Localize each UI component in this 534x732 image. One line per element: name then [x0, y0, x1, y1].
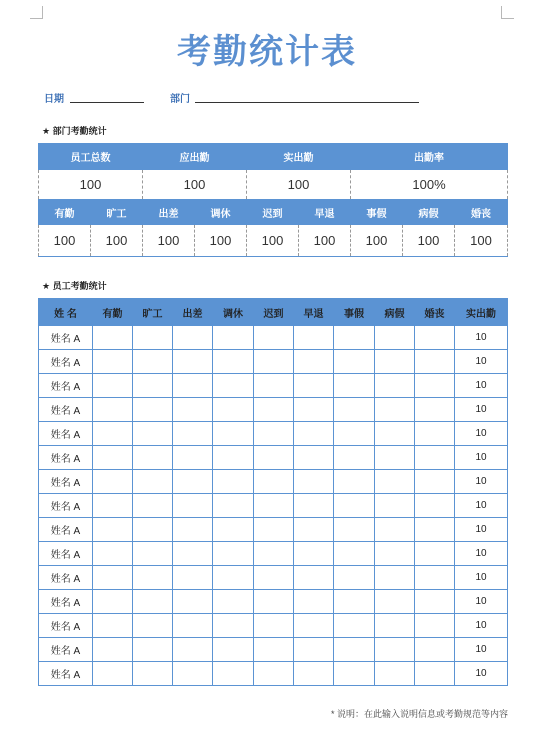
attendance-cell[interactable]: [294, 662, 334, 686]
attendance-cell[interactable]: [213, 326, 254, 350]
dept-sub-value-row: [39, 225, 508, 257]
value-cell[interactable]: 100: [403, 225, 455, 257]
header-cell: 应出勤: [143, 144, 247, 170]
attendance-cell[interactable]: [415, 518, 455, 542]
employee-name-cell[interactable]: 姓名 A: [39, 470, 93, 494]
value-cell[interactable]: 100: [195, 225, 247, 257]
attendance-cell[interactable]: [415, 446, 455, 470]
attendance-cell[interactable]: [254, 398, 294, 422]
attendance-cell[interactable]: [133, 446, 173, 470]
employee-name-cell[interactable]: 姓名 A: [39, 542, 93, 566]
attendance-cell[interactable]: [133, 326, 173, 350]
attendance-cell[interactable]: [294, 566, 334, 590]
actual-attendance-cell[interactable]: 10: [455, 398, 508, 422]
table-row: [39, 470, 508, 494]
table-row: [39, 638, 508, 662]
emp-header-row: [39, 299, 508, 326]
attendance-cell[interactable]: [213, 566, 254, 590]
attendance-cell[interactable]: [334, 446, 375, 470]
employee-name-cell[interactable]: 姓名 A: [39, 638, 93, 662]
header-cell: 有勤: [93, 299, 133, 326]
dept-label: 部门: [170, 94, 190, 105]
employee-name-cell[interactable]: 姓名 A: [39, 374, 93, 398]
attendance-cell[interactable]: [254, 446, 294, 470]
attendance-cell[interactable]: [375, 614, 415, 638]
employee-table: [38, 298, 508, 686]
attendance-cell[interactable]: [133, 566, 173, 590]
attendance-cell[interactable]: [294, 542, 334, 566]
attendance-cell[interactable]: [133, 638, 173, 662]
attendance-cell[interactable]: [213, 422, 254, 446]
attendance-cell[interactable]: [334, 470, 375, 494]
value-cell[interactable]: 100: [39, 225, 91, 257]
attendance-cell[interactable]: [173, 446, 213, 470]
attendance-cell[interactable]: [93, 662, 133, 686]
actual-attendance-cell[interactable]: 10: [455, 638, 508, 662]
attendance-cell[interactable]: [254, 494, 294, 518]
attendance-cell[interactable]: [133, 662, 173, 686]
attendance-cell[interactable]: [93, 422, 133, 446]
header-cell: 婚丧: [455, 200, 508, 225]
attendance-cell[interactable]: [93, 374, 133, 398]
attendance-cell[interactable]: [334, 590, 375, 614]
attendance-cell[interactable]: [254, 374, 294, 398]
attendance-cell[interactable]: [415, 542, 455, 566]
attendance-cell[interactable]: [294, 422, 334, 446]
emp-section-heading: ★ 员工考勤统计: [42, 281, 107, 291]
attendance-cell[interactable]: [213, 614, 254, 638]
attendance-cell[interactable]: [173, 422, 213, 446]
actual-attendance-cell[interactable]: 10: [455, 518, 508, 542]
attendance-cell[interactable]: [213, 518, 254, 542]
attendance-cell[interactable]: [334, 374, 375, 398]
attendance-cell[interactable]: [294, 590, 334, 614]
table-row: [39, 398, 508, 422]
attendance-cell[interactable]: [375, 590, 415, 614]
page-corner-mark-right: [501, 6, 514, 19]
table-row: [39, 542, 508, 566]
header-cell: 调休: [195, 200, 247, 225]
attendance-cell[interactable]: [375, 446, 415, 470]
actual-attendance-cell[interactable]: 10: [455, 542, 508, 566]
attendance-cell[interactable]: [294, 374, 334, 398]
header-cell: 早退: [299, 200, 351, 225]
header-cell: 事假: [334, 299, 375, 326]
attendance-cell[interactable]: [375, 542, 415, 566]
actual-attendance-cell[interactable]: 10: [455, 446, 508, 470]
page-corner-mark-left: [30, 6, 43, 19]
attendance-cell[interactable]: [254, 614, 294, 638]
attendance-cell[interactable]: [415, 638, 455, 662]
attendance-cell[interactable]: [415, 350, 455, 374]
table-row: [39, 614, 508, 638]
dept-field[interactable]: [195, 102, 419, 103]
attendance-cell[interactable]: [334, 422, 375, 446]
attendance-cell[interactable]: [254, 422, 294, 446]
table-row: [39, 590, 508, 614]
attendance-cell[interactable]: [173, 566, 213, 590]
attendance-cell[interactable]: [375, 662, 415, 686]
dept-top-header-row: [39, 144, 508, 170]
attendance-cell[interactable]: [173, 374, 213, 398]
attendance-cell[interactable]: [93, 638, 133, 662]
footnote: * 说明：在此输入说明信息或考勤规范等内容: [330, 709, 508, 719]
attendance-cell[interactable]: [334, 398, 375, 422]
attendance-cell[interactable]: [173, 350, 213, 374]
attendance-cell[interactable]: [415, 494, 455, 518]
attendance-cell[interactable]: [213, 590, 254, 614]
attendance-cell[interactable]: [294, 494, 334, 518]
attendance-cell[interactable]: [133, 398, 173, 422]
attendance-cell[interactable]: [415, 470, 455, 494]
attendance-cell[interactable]: [173, 518, 213, 542]
value-cell[interactable]: 100: [299, 225, 351, 257]
attendance-cell[interactable]: [415, 566, 455, 590]
header-cell: 早退: [294, 299, 334, 326]
employee-name-cell[interactable]: 姓名 A: [39, 566, 93, 590]
table-row: [39, 422, 508, 446]
employee-name-cell[interactable]: 姓名 A: [39, 350, 93, 374]
table-row: [39, 662, 508, 686]
header-cell: 出勤率: [351, 144, 508, 170]
attendance-cell[interactable]: [334, 350, 375, 374]
header-cell: 调休: [213, 299, 254, 326]
header-cell: 迟到: [247, 200, 299, 225]
employee-name-cell[interactable]: 姓名 A: [39, 662, 93, 686]
attendance-cell[interactable]: [173, 662, 213, 686]
table-row: [39, 326, 508, 350]
attendance-cell[interactable]: [294, 446, 334, 470]
page-title: 考勤统计表: [177, 32, 357, 72]
attendance-cell[interactable]: [133, 494, 173, 518]
attendance-cell[interactable]: [334, 566, 375, 590]
header-cell: 病假: [403, 200, 455, 225]
attendance-cell[interactable]: [213, 350, 254, 374]
attendance-cell[interactable]: [415, 422, 455, 446]
attendance-cell[interactable]: [133, 542, 173, 566]
attendance-cell[interactable]: [254, 638, 294, 662]
employee-name-cell[interactable]: 姓名 A: [39, 398, 93, 422]
attendance-cell[interactable]: [294, 326, 334, 350]
header-cell: 婚丧: [415, 299, 455, 326]
actual-attendance-cell[interactable]: 10: [455, 566, 508, 590]
attendance-cell[interactable]: [173, 326, 213, 350]
attendance-cell[interactable]: [375, 638, 415, 662]
attendance-cell[interactable]: [93, 590, 133, 614]
attendance-cell[interactable]: [415, 398, 455, 422]
table-row: [39, 566, 508, 590]
attendance-cell[interactable]: [93, 614, 133, 638]
header-cell: 姓 名: [39, 299, 93, 326]
attendance-cell[interactable]: [375, 422, 415, 446]
attendance-cell[interactable]: [213, 470, 254, 494]
attendance-cell[interactable]: [294, 350, 334, 374]
attendance-cell[interactable]: [375, 494, 415, 518]
attendance-cell[interactable]: [173, 542, 213, 566]
attendance-cell[interactable]: [254, 566, 294, 590]
attendance-cell[interactable]: [254, 590, 294, 614]
attendance-cell[interactable]: [375, 374, 415, 398]
attendance-cell[interactable]: [173, 590, 213, 614]
table-row: [39, 374, 508, 398]
attendance-cell[interactable]: [213, 662, 254, 686]
table-row: [39, 494, 508, 518]
attendance-cell[interactable]: [133, 422, 173, 446]
attendance-cell[interactable]: [213, 374, 254, 398]
attendance-cell[interactable]: [294, 638, 334, 662]
attendance-cell[interactable]: [375, 326, 415, 350]
actual-attendance-cell[interactable]: 10: [455, 494, 508, 518]
attendance-cell[interactable]: [173, 494, 213, 518]
actual-attendance-cell[interactable]: 10: [455, 614, 508, 638]
attendance-cell[interactable]: [334, 326, 375, 350]
header-cell: 迟到: [254, 299, 294, 326]
attendance-cell[interactable]: [334, 638, 375, 662]
attendance-cell[interactable]: [375, 518, 415, 542]
value-cell[interactable]: 100: [455, 225, 508, 257]
actual-attendance-cell[interactable]: 10: [455, 470, 508, 494]
attendance-cell[interactable]: [334, 662, 375, 686]
attendance-cell[interactable]: [415, 662, 455, 686]
attendance-cell[interactable]: [213, 638, 254, 662]
attendance-cell[interactable]: [294, 398, 334, 422]
actual-attendance-cell[interactable]: 10: [455, 422, 508, 446]
value-cell[interactable]: 100%: [351, 170, 508, 200]
employee-name-cell[interactable]: 姓名 A: [39, 446, 93, 470]
date-field[interactable]: [70, 102, 144, 103]
header-cell: 有勤: [39, 200, 91, 225]
header-cell: 实出勤: [455, 299, 508, 326]
attendance-cell[interactable]: [133, 614, 173, 638]
value-cell[interactable]: 100: [143, 225, 195, 257]
table-row: [39, 350, 508, 374]
attendance-cell[interactable]: [213, 542, 254, 566]
attendance-cell[interactable]: [415, 374, 455, 398]
header-cell: 出差: [173, 299, 213, 326]
attendance-cell[interactable]: [334, 614, 375, 638]
attendance-cell[interactable]: [415, 590, 455, 614]
attendance-cell[interactable]: [173, 398, 213, 422]
attendance-cell[interactable]: [334, 494, 375, 518]
attendance-cell[interactable]: [133, 590, 173, 614]
employee-name-cell[interactable]: 姓名 A: [39, 614, 93, 638]
header-cell: 实出勤: [247, 144, 351, 170]
attendance-cell[interactable]: [93, 326, 133, 350]
employee-name-cell[interactable]: 姓名 A: [39, 326, 93, 350]
attendance-cell[interactable]: [415, 614, 455, 638]
table-row: [39, 518, 508, 542]
attendance-cell[interactable]: [415, 326, 455, 350]
dept-top-value-row: [39, 170, 508, 200]
employee-name-cell[interactable]: 姓名 A: [39, 494, 93, 518]
attendance-cell[interactable]: [93, 470, 133, 494]
value-cell[interactable]: 100: [351, 225, 403, 257]
header-cell: 病假: [375, 299, 415, 326]
dept-section-heading: ★ 部门考勤统计: [42, 126, 107, 136]
value-cell[interactable]: 100: [91, 225, 143, 257]
attendance-cell[interactable]: [254, 326, 294, 350]
value-cell[interactable]: 100: [247, 170, 351, 200]
attendance-cell[interactable]: [254, 470, 294, 494]
actual-attendance-cell[interactable]: 10: [455, 374, 508, 398]
actual-attendance-cell[interactable]: 10: [455, 350, 508, 374]
attendance-cell[interactable]: [254, 350, 294, 374]
attendance-cell[interactable]: [93, 398, 133, 422]
attendance-cell[interactable]: [93, 494, 133, 518]
date-label: 日期: [44, 94, 64, 105]
attendance-cell[interactable]: [254, 542, 294, 566]
value-cell[interactable]: 100: [143, 170, 247, 200]
attendance-cell[interactable]: [93, 518, 133, 542]
attendance-cell[interactable]: [173, 638, 213, 662]
actual-attendance-cell[interactable]: 10: [455, 662, 508, 686]
attendance-cell[interactable]: [375, 350, 415, 374]
attendance-cell[interactable]: [93, 542, 133, 566]
header-cell: 旷工: [133, 299, 173, 326]
attendance-cell[interactable]: [133, 518, 173, 542]
attendance-cell[interactable]: [133, 350, 173, 374]
value-cell[interactable]: 100: [247, 225, 299, 257]
attendance-cell[interactable]: [294, 614, 334, 638]
employee-name-cell[interactable]: 姓名 A: [39, 590, 93, 614]
employee-name-cell[interactable]: 姓名 A: [39, 518, 93, 542]
attendance-cell[interactable]: [173, 470, 213, 494]
attendance-cell[interactable]: [375, 398, 415, 422]
attendance-cell[interactable]: [213, 398, 254, 422]
attendance-cell[interactable]: [133, 374, 173, 398]
attendance-cell[interactable]: [93, 446, 133, 470]
attendance-cell[interactable]: [213, 446, 254, 470]
header-cell: 员工总数: [39, 144, 143, 170]
header-cell: 出差: [143, 200, 195, 225]
header-cell: 旷工: [91, 200, 143, 225]
dept-sub-header-row: [39, 200, 508, 225]
attendance-cell[interactable]: [375, 566, 415, 590]
attendance-cell[interactable]: [254, 662, 294, 686]
actual-attendance-cell[interactable]: 10: [455, 590, 508, 614]
header-cell: 事假: [351, 200, 403, 225]
attendance-cell[interactable]: [294, 470, 334, 494]
attendance-cell[interactable]: [133, 470, 173, 494]
attendance-cell[interactable]: [334, 518, 375, 542]
attendance-cell[interactable]: [173, 614, 213, 638]
table-row: [39, 446, 508, 470]
attendance-cell[interactable]: [93, 350, 133, 374]
actual-attendance-cell[interactable]: 10: [455, 326, 508, 350]
attendance-cell[interactable]: [334, 542, 375, 566]
attendance-cell[interactable]: [213, 494, 254, 518]
attendance-cell[interactable]: [254, 518, 294, 542]
attendance-cell[interactable]: [294, 518, 334, 542]
attendance-cell[interactable]: [375, 470, 415, 494]
attendance-cell[interactable]: [93, 566, 133, 590]
value-cell[interactable]: 100: [39, 170, 143, 200]
employee-name-cell[interactable]: 姓名 A: [39, 422, 93, 446]
employee-table-body: [39, 326, 508, 686]
dept-summary-table: [38, 143, 508, 257]
